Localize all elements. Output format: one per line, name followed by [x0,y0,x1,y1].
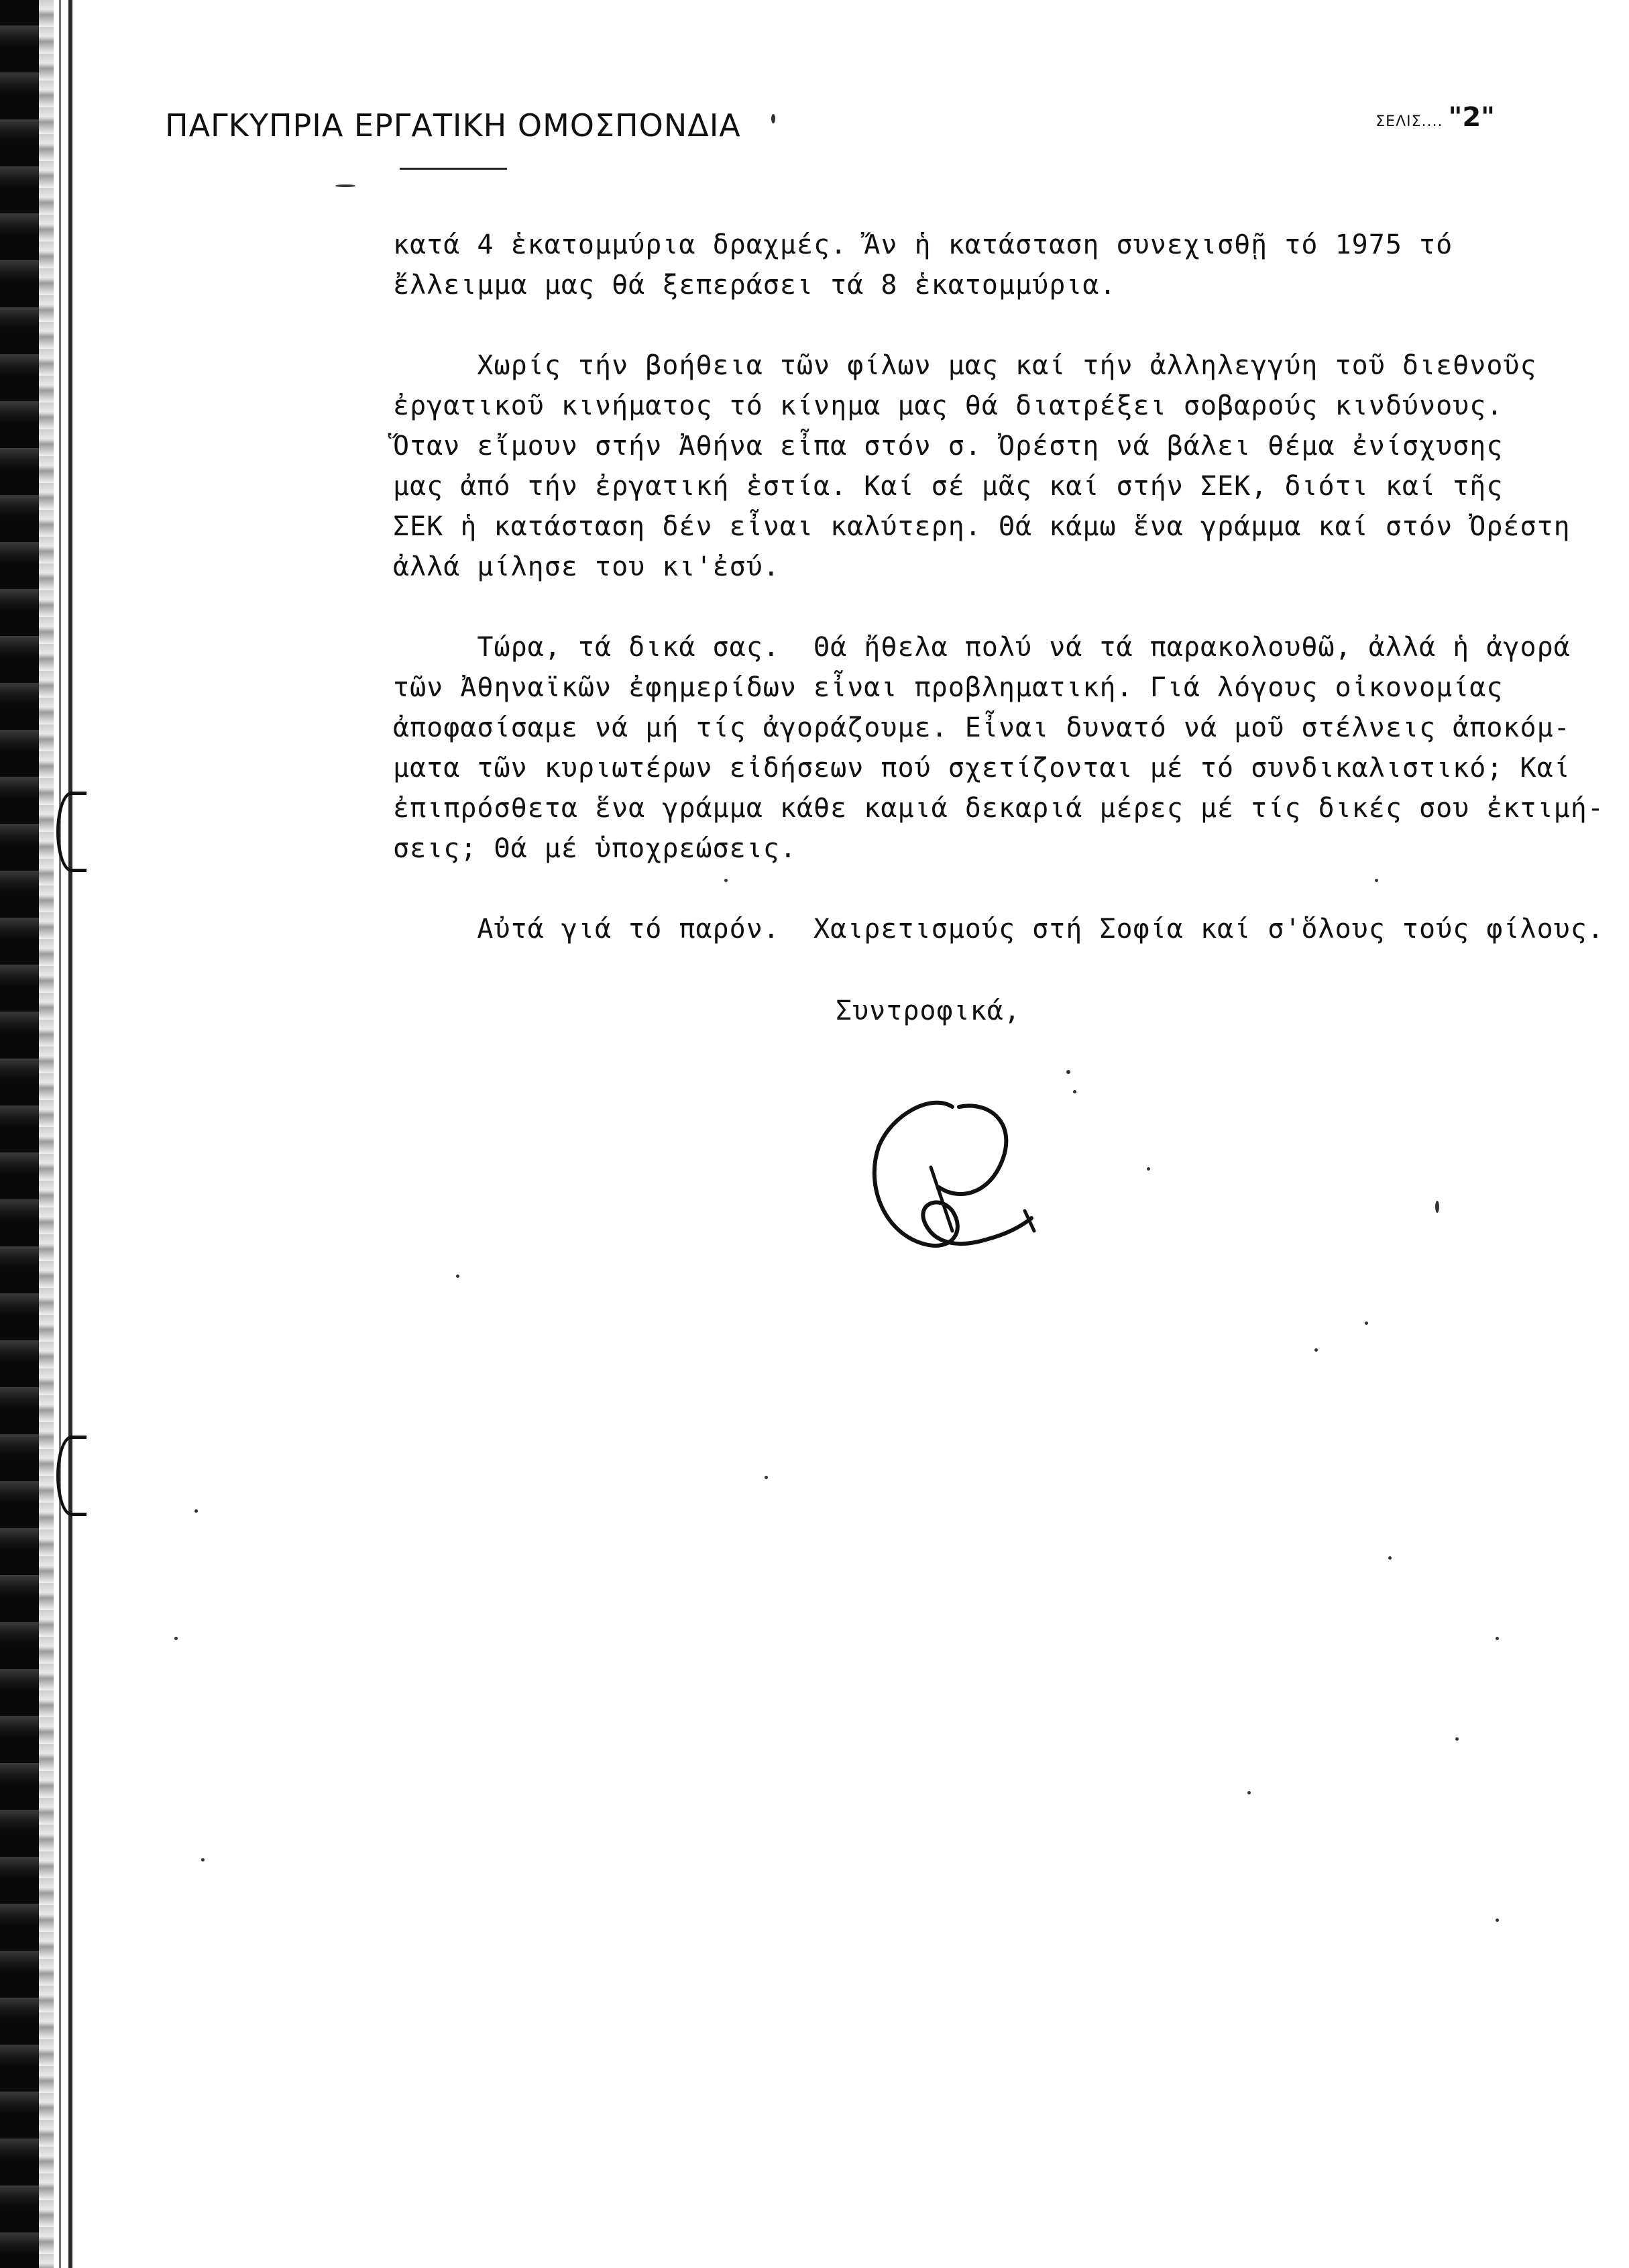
scan-binding-line [59,0,61,2268]
text-line: ἐργατικοῦ κινήματος τό κίνημα μας θά διατρέξει σοβαρούς κινδύνους. [393,390,1504,421]
text-line: σεις; Θά μέ ὑποχρεώσεις. [393,833,797,864]
page-number: "2" [1448,102,1495,133]
letter-body [393,225,1604,989]
closing-salutation: Συντροφικά, [836,995,1021,1026]
scan-speck [1247,1791,1251,1794]
letterhead-organization: ΠΑΓΚΥΠΡΙΑ ΕΡΓΑΤΙΚΗ ΟΜΟΣΠΟΝΔΙΑ [165,107,741,144]
paragraph [393,909,1604,949]
text-line: Χωρίς τήν βοήθεια τῶν φίλων μας καί τήν ἀλληλεγγύη τοῦ διεθνοῦς [393,350,1537,381]
scan-binding-line [68,0,72,2268]
scan-speck [1147,1167,1150,1171]
scan-speck [1066,1070,1070,1074]
text-line: ἀλλά μίλησε του κι'ἐσύ. [393,551,780,582]
text-line: ἔλλειμμα μας θά ξεπεράσει τά 8 ἑκατομμύρια. [393,270,1117,301]
scan-speck [456,1275,459,1278]
text-line: ΣΕΚ ἡ κατάσταση δέν εἶναι καλύτερη. Θά κάμω ἕνα γράμμα καί στόν Ὀρέστη [393,511,1571,542]
scan-speck [1375,879,1378,882]
page-label: ΣΕΛΙΣ.... [1375,113,1443,130]
page-reference [1375,102,1495,133]
scan-speck [1365,1321,1368,1325]
scan-speck [771,114,775,123]
text-line: μας ἀπό τήν ἐργατική ἑστία. Καί σέ μᾶς καί στήν ΣΕΚ, διότι καί τῆς [393,471,1504,502]
scan-speck [1435,1201,1439,1213]
scan-speck [335,184,355,187]
text-line: ματα τῶν κυριωτέρων εἰδήσεων πού σχετίζονται μέ τό συνδικαλιστικό; Καί [393,753,1571,784]
scan-speck [174,1637,178,1640]
scan-speck [194,1509,198,1513]
text-line: ἀποφασίσαμε νά μή τίς ἀγοράζουμε. Εἶναι δυνατό νά μοῦ στέλνεις ἀποκόμ- [393,712,1571,743]
scan-speck [201,1858,205,1861]
paragraph [393,345,1571,587]
text-line: τῶν Ἀθηναϊκῶν ἐφημερίδων εἶναι προβληματική. Γιά λόγους οἰκονομίας [393,672,1504,703]
scan-speck [1496,1919,1499,1922]
text-line: κατά 4 ἑκατομμύρια δραχμές. Ἄν ἡ κατάσταση συνεχισθῇ τό 1975 τό [393,229,1453,260]
text-line: ἐπιπρόσθετα ἕνα γράμμα κάθε καμιά δεκαριά μέρες μέ τίς δικές σου ἐκτιμή- [393,793,1604,824]
scan-speck [724,879,728,882]
text-line: Αὐτά γιά τό παρόν. Χαιρετισμούς στή Σοφία καί σ'ὅλους τούς φίλους. [393,914,1604,944]
scan-speck [1496,1637,1499,1640]
scan-speck [1073,1090,1076,1093]
scan-binding-shadow [39,0,54,2268]
binding-hole [56,792,87,872]
scan-speck [1314,1348,1318,1352]
paragraph [393,225,1533,305]
handwritten-signature [852,1087,1053,1275]
scan-speck [1455,1737,1459,1741]
binding-hole [56,1436,87,1516]
paragraph [393,627,1604,869]
scan-speck [765,1476,768,1479]
text-line: Τώρα, τά δικά σας. Θά ἤθελα πολύ νά τά παρακολουθῶ, ἀλλά ἡ ἀγορά [393,632,1571,663]
scan-binding-edge [0,0,39,2268]
scan-speck [1388,1556,1392,1560]
text-line: Ὅταν εἴμουν στήν Ἀθήνα εἶπα στόν σ. Ὀρέστη νά βάλει θέμα ἐνίσχυσης [393,431,1504,462]
letterhead-underline [400,168,507,170]
